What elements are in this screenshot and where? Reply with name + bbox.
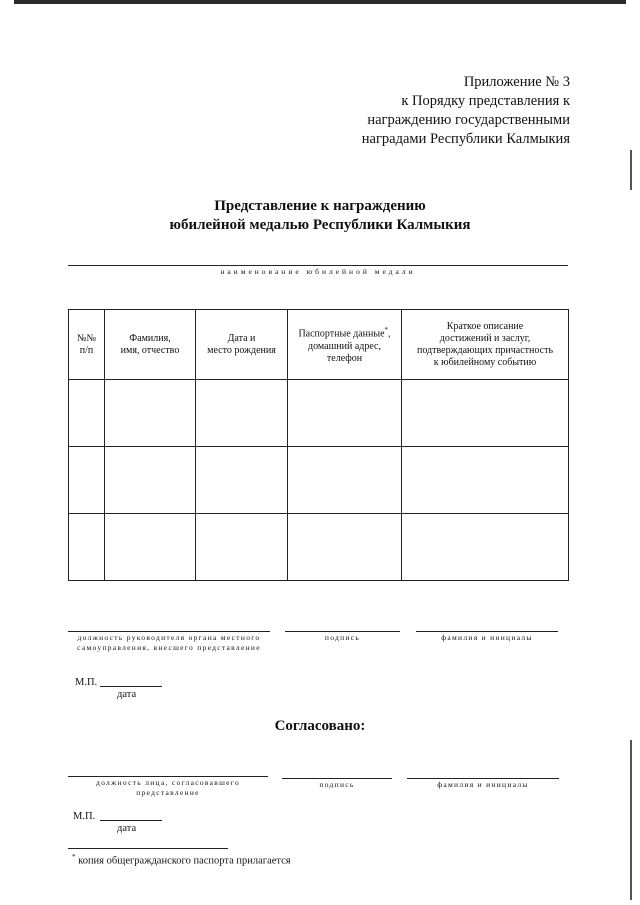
title-line-2: юбилейной медалью Республики Калмыкия <box>169 217 471 233</box>
scan-edge-mark <box>630 150 632 190</box>
name-line <box>407 778 559 779</box>
header-passport: Паспортные данные*, домашний адрес, телефон <box>288 310 402 380</box>
name-line <box>416 631 558 632</box>
scan-top-border <box>14 0 626 4</box>
table-row <box>69 514 569 581</box>
appendix-line: к Порядку представления к <box>401 93 570 109</box>
document-title <box>120 197 520 235</box>
footnote <box>72 853 291 867</box>
position-line <box>68 631 270 632</box>
table-cell[interactable] <box>69 514 105 581</box>
scan-edge-mark <box>630 740 632 900</box>
medal-name-line <box>68 265 568 266</box>
medal-name-caption: наименование юбилейной медали <box>220 267 416 276</box>
position-caption: должность руководителя органа местного самоуправления, внесшего представление <box>77 633 261 652</box>
table-cell[interactable] <box>105 447 196 514</box>
footnote-text: копия общегражданского паспорта прилагается <box>78 855 291 867</box>
table-cell[interactable] <box>402 447 569 514</box>
table-cell[interactable] <box>196 380 288 447</box>
awardees-table <box>68 309 569 581</box>
stamp-label: М.П. <box>75 677 98 688</box>
table-cell[interactable] <box>105 380 196 447</box>
header-achievements: Краткое описание достижений и заслуг, подтверждающих причастность к юбилейному событию <box>402 310 569 380</box>
header-full-name: Фамилия, имя, отчество <box>105 310 196 380</box>
date-caption: дата <box>117 689 137 700</box>
signature-caption: подпись <box>324 633 361 642</box>
appendix-header <box>300 73 570 149</box>
header-birth: Дата и место рождения <box>196 310 288 380</box>
table-cell[interactable] <box>288 447 402 514</box>
name-caption: фамилия и инициалы <box>441 633 533 642</box>
footnote-mark: * <box>72 853 76 861</box>
header-number: №№ п/п <box>69 310 105 380</box>
appendix-line: награждению государственными <box>367 112 570 128</box>
title-line-1: Представление к награждению <box>214 198 426 214</box>
date-caption: дата <box>117 823 137 834</box>
table-cell[interactable] <box>196 447 288 514</box>
table-cell[interactable] <box>196 514 288 581</box>
table-header-row <box>69 310 569 380</box>
table-cell[interactable] <box>69 447 105 514</box>
table-row <box>69 447 569 514</box>
name-caption: фамилия и инициалы <box>437 780 529 789</box>
table-cell[interactable] <box>402 380 569 447</box>
position-caption: должность лица, согласовавшего представление <box>95 778 241 797</box>
table-cell[interactable] <box>105 514 196 581</box>
footnote-separator <box>68 848 228 849</box>
signature-line <box>285 631 400 632</box>
table-cell[interactable] <box>288 380 402 447</box>
signature-line <box>282 778 392 779</box>
table-cell[interactable] <box>69 380 105 447</box>
signature-caption: подпись <box>319 780 355 789</box>
appendix-line: Приложение № 3 <box>463 74 570 90</box>
table-cell[interactable] <box>402 514 569 581</box>
stamp-label: М.П. <box>73 811 96 822</box>
appendix-line: наградами Республики Калмыкия <box>361 131 570 147</box>
date-line <box>100 820 162 821</box>
table-row <box>69 380 569 447</box>
table-cell[interactable] <box>288 514 402 581</box>
agreed-heading: Согласовано: <box>274 718 366 734</box>
date-line <box>100 686 162 687</box>
position-line <box>68 776 268 777</box>
